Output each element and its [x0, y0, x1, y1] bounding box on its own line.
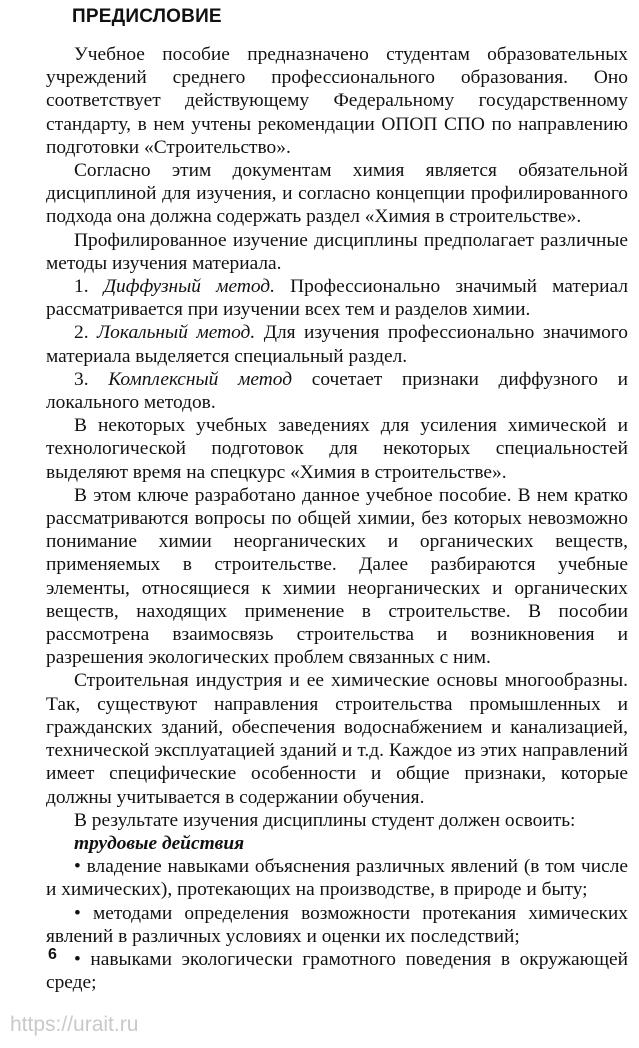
- bullet-icon: •: [74, 902, 81, 924]
- method-text: Профессионально значимый материал рассматривается при изучении всех тем и разделов химии.: [46, 276, 629, 321]
- subheading: трудовые действия: [74, 832, 245, 854]
- page-number: 6: [48, 946, 57, 963]
- method-term: Диффузный метод.: [103, 276, 275, 298]
- paragraph: В этом ключе разработано данное учебное пособие. В нем кратко рассматриваются вопросы по общей химии, без которых невозможно понимание химии неорганических и органических веществ, применяемых в строительстве. Далее разбираются учебные элементы, относящиеся к химии неорганических и органических веществ, находящих применение в строительстве. В пособии рассмотрена взаимосвязь строительства и возникновения и разрешения экологических проблем связанных с ним.: [46, 484, 628, 669]
- paragraph: Учебное пособие предназначено студентам образовательных учреждений среднего профессионального образования. Оно соответствует действующему Федеральному государственному стандарту, в нем учтены рекомендации ОПОП СПО по направлению подготовки «Строительство».: [46, 44, 628, 158]
- method-term: Локальный метод.: [97, 322, 256, 344]
- method-item: [46, 275, 628, 321]
- method-number: 1.: [74, 276, 89, 298]
- page-body: [46, 43, 628, 994]
- method-text: сочетает признаки диффузного и локального методов.: [46, 368, 628, 414]
- bullet-text: навыками экологически грамотного поведения в окружающей среде;: [46, 948, 628, 994]
- paragraph: Профилированное изучение дисциплины предполагает различные методы изучения материала.: [46, 229, 628, 274]
- bullet-item: [46, 855, 628, 901]
- method-number: 3.: [74, 368, 89, 390]
- method-item: [46, 321, 628, 367]
- bullet-item: [46, 948, 628, 994]
- paragraph: В результате изучения дисциплины студент должен освоить:: [74, 809, 576, 831]
- paragraph: Согласно этим документам химия является обязательной дисциплиной для изучения, и согласно концепции профилированного подхода она должна содержать раздел «Химия в строительстве».: [46, 160, 628, 228]
- bullet-icon: •: [74, 856, 81, 878]
- watermark-url: https://urait.ru: [10, 1013, 139, 1036]
- bullet-text: методами определения возможности протекания химических явлений в различных условиях и оценки их последствий;: [46, 902, 628, 947]
- bullet-item: [46, 902, 628, 948]
- bullet-icon: •: [74, 948, 81, 970]
- method-text: Для изучения профессионально значимого материала выделяется специальный раздел.: [46, 322, 628, 367]
- method-term: Комплексный метод: [108, 368, 293, 390]
- paragraph: В некоторых учебных заведениях для усиления химической и технологической подготовок для некоторых специальностей выделяют время на спецкурс «Химия в строительстве».: [46, 415, 628, 483]
- method-number: 2.: [74, 322, 89, 344]
- page-title: ПРЕДИСЛОВИЕ: [72, 6, 222, 27]
- bullet-text: владение навыками объяснения различных явлений (в том числе и химических), протекающих на производстве, в природе и быту;: [46, 856, 628, 901]
- method-item: [46, 368, 628, 414]
- paragraph: Строительная индустрия и ее химические основы многообразны. Так, существуют направления строительства промышленных и гражданских зданий, обеспечения водоснабжением и канализацией, технической эксплуатацией зданий и т.д. Каждое из этих направлений имеет специфические особенности и общие признаки, которые должны учитывается в содержании обучения.: [46, 670, 628, 808]
